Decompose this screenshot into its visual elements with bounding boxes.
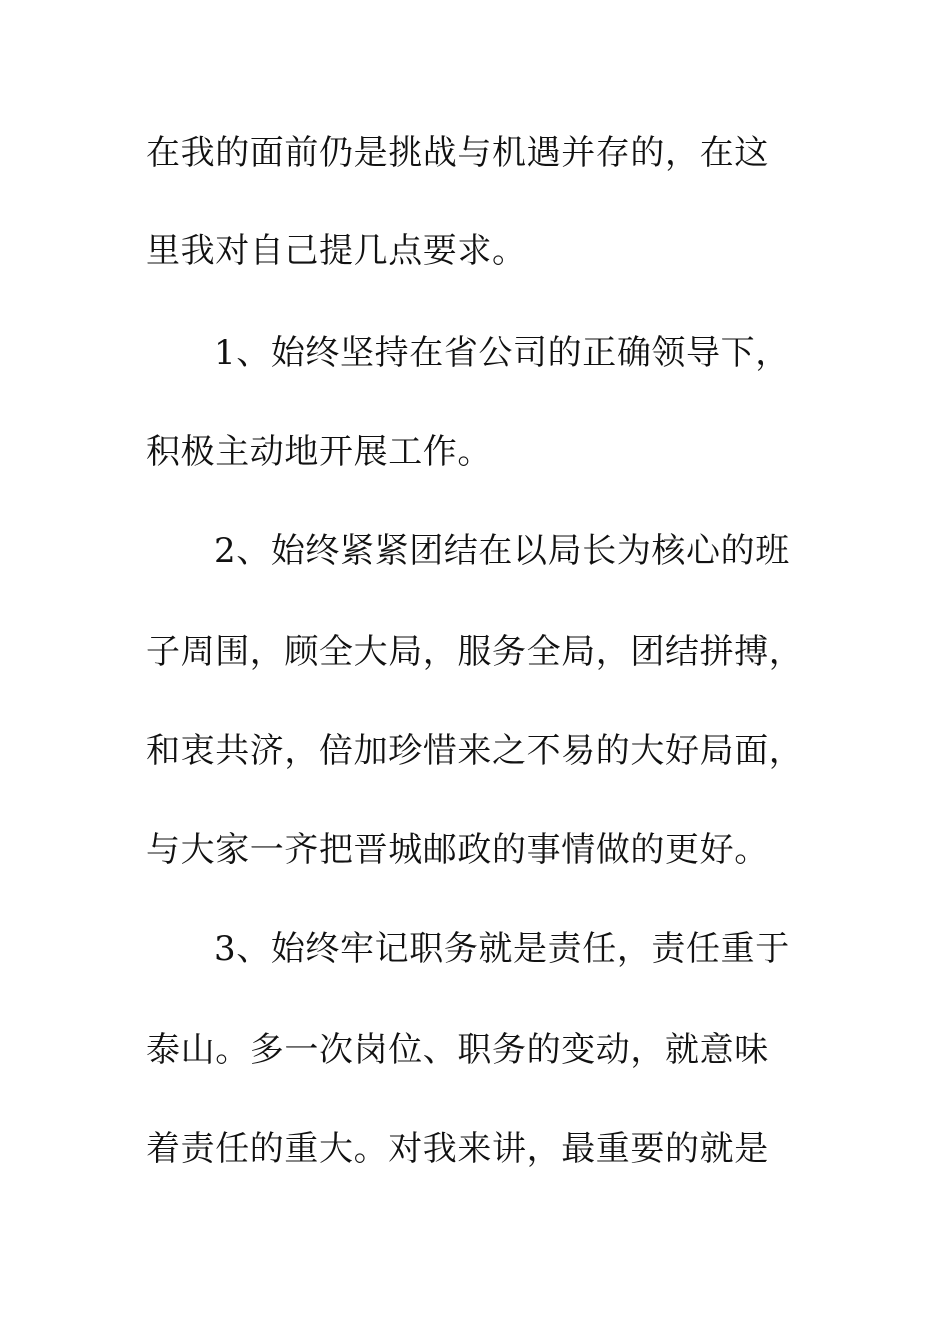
text-line: 着责任的重大。对我来讲，最重要的就是 xyxy=(146,1129,769,1169)
text-line: 里我对自己提几点要求。 xyxy=(146,231,527,271)
text-line: 子周围，顾全大局，服务全局，团结拼搏， xyxy=(146,632,804,672)
text-line: 和衷共济，倍加珍惜来之不易的大好局面， xyxy=(146,731,804,771)
text-line: 积极主动地开展工作。 xyxy=(146,432,492,472)
paragraph-1-start: 1、始终坚持在省公司的正确领导下， xyxy=(214,333,790,373)
text-line: 与大家一齐把晋城邮政的事情做的更好。 xyxy=(146,830,769,870)
text-line: 在我的面前仍是挑战与机遇并存的，在这 xyxy=(146,133,769,173)
text-line: 泰山。多一次岗位、职务的变动，就意味 xyxy=(146,1030,769,1070)
paragraph-2-start: 2、始终紧紧团结在以局长为核心的班 xyxy=(214,531,790,571)
paragraph-3-start: 3、始终牢记职务就是责任，责任重于 xyxy=(214,929,790,969)
